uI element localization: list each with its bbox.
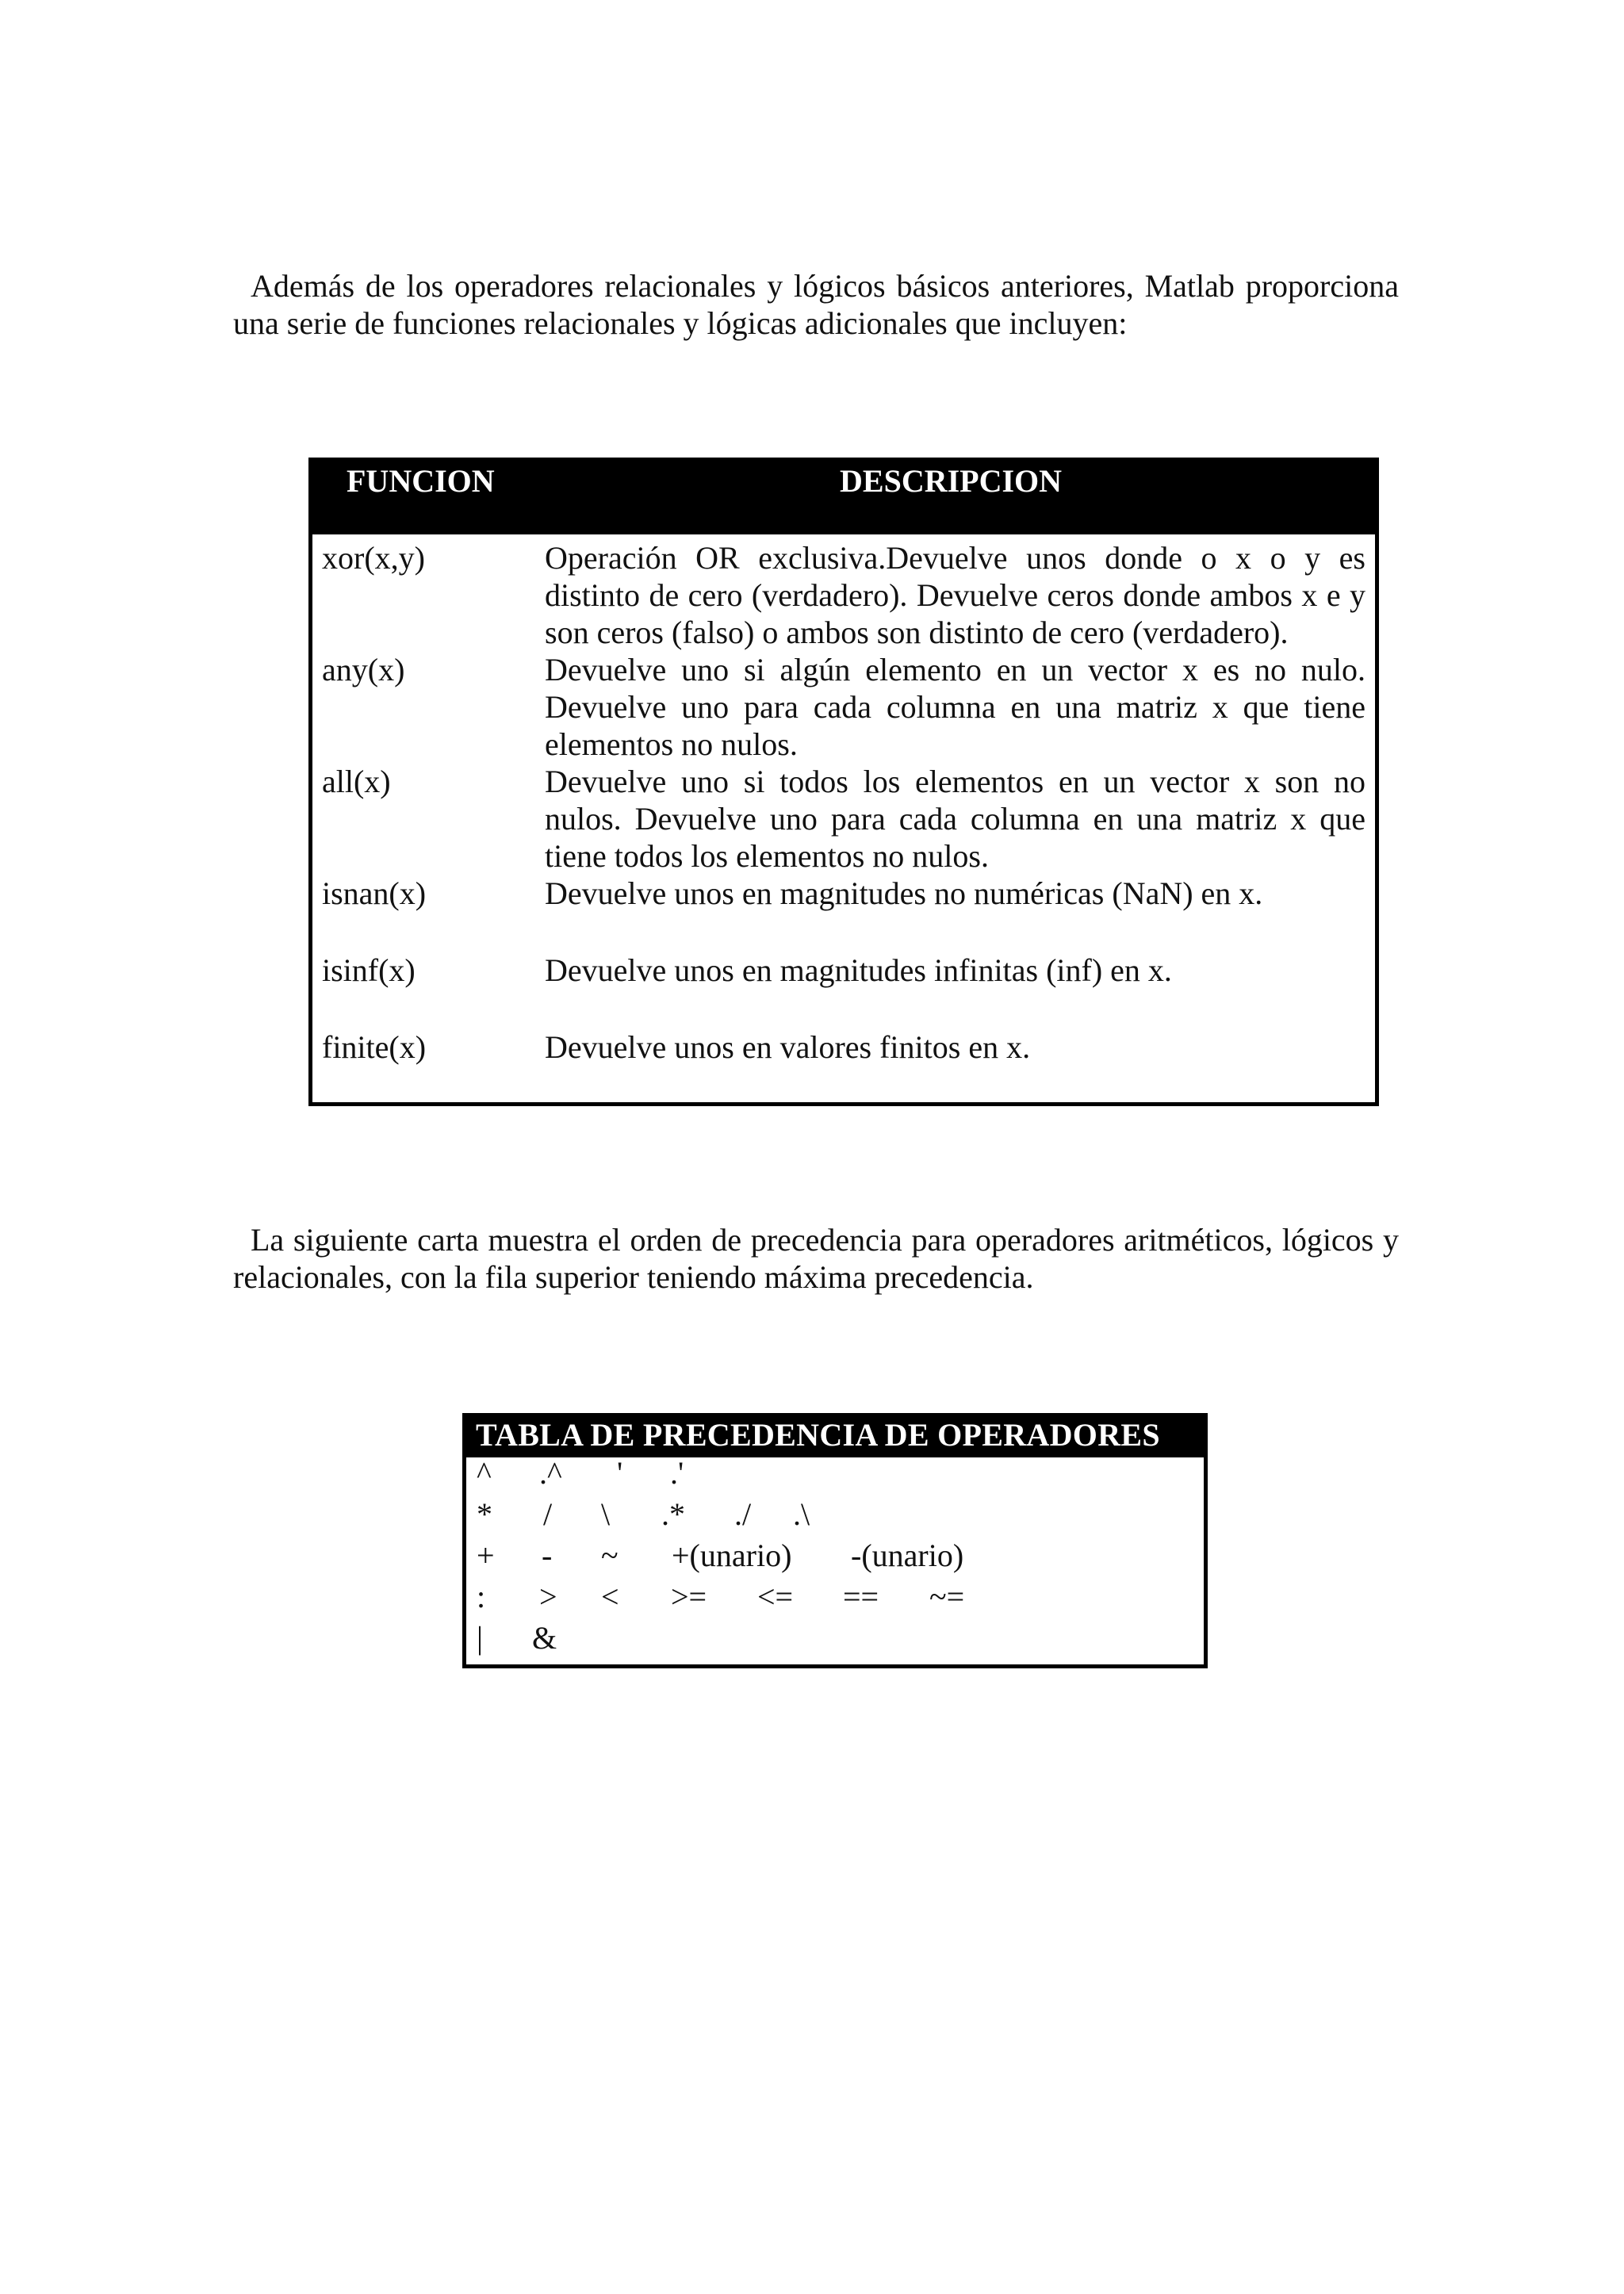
function-name: any(x): [322, 652, 405, 687]
operator: >=: [671, 1579, 707, 1614]
function-name: isnan(x): [322, 875, 427, 911]
operator: .*: [661, 1496, 685, 1532]
function-name: isinf(x): [322, 952, 416, 988]
operator: ==: [843, 1579, 879, 1614]
operator: /: [543, 1496, 553, 1532]
function-table: [308, 458, 1379, 1106]
header-function: FUNCION: [347, 463, 495, 499]
operator: +(unario): [672, 1538, 792, 1573]
operator: <: [601, 1579, 619, 1614]
operator: ~: [601, 1538, 619, 1573]
function-description: Operación OR exclusiva.Devuelve unos donde o x o y es distinto de cero (verdadero). Devuelve ceros donde ambos x e y son ceros (falso) o ambos son distinto de cero (verdadero).: [545, 540, 1365, 650]
function-description: Devuelve unos en valores finitos en x.: [545, 1029, 1031, 1065]
operator: .\: [793, 1496, 810, 1532]
operator: |: [477, 1620, 484, 1656]
operator: \: [601, 1496, 611, 1532]
operator: ~=: [929, 1579, 965, 1614]
operator: <=: [757, 1579, 794, 1614]
precedence-paragraph: La siguiente carta muestra el orden de precedencia para operadores aritméticos, lógicos y relacionales, con la fila superior teniendo máxima precedencia.: [233, 1222, 1399, 1295]
operator: -(unario): [851, 1538, 964, 1573]
function-name: finite(x): [322, 1029, 427, 1065]
precedence-table: [462, 1413, 1208, 1668]
function-description: Devuelve uno si todos los elementos en un vector x son no nulos. Devuelve uno para cada columna en una matriz x que tiene todos los elementos no nulos.: [545, 764, 1365, 874]
function-name: all(x): [322, 764, 391, 799]
operator: ^: [477, 1455, 492, 1491]
operator: :: [477, 1579, 486, 1614]
function-description: Devuelve uno si algún elemento en un vector x es no nulo. Devuelve uno para cada columna en una matriz x que tiene elementos no nulos.: [545, 652, 1365, 762]
operator: >: [539, 1579, 557, 1614]
intro-paragraph: Además de los operadores relacionales y lógicos básicos anteriores, Matlab proporciona una serie de funciones relacionales y lógicas adicionales que incluyen:: [233, 268, 1399, 341]
operator: *: [477, 1496, 492, 1532]
function-name: xor(x,y): [322, 540, 425, 576]
operator: ./: [734, 1496, 752, 1532]
operator: +: [477, 1538, 495, 1573]
function-description: Devuelve unos en magnitudes no numéricas (NaN) en x.: [545, 875, 1263, 911]
operator: -: [542, 1538, 553, 1573]
operator: .^: [539, 1455, 562, 1491]
header-description: DESCRIPCION: [840, 463, 1063, 499]
precedence-table-title: TABLA DE PRECEDENCIA DE OPERADORES: [462, 1413, 1208, 1457]
operator: ': [617, 1455, 623, 1491]
function-table-header: [308, 458, 1379, 534]
operator: &: [532, 1620, 557, 1656]
function-description: Devuelve unos en magnitudes infinitas (inf) en x.: [545, 952, 1172, 988]
operator: .': [670, 1455, 684, 1491]
